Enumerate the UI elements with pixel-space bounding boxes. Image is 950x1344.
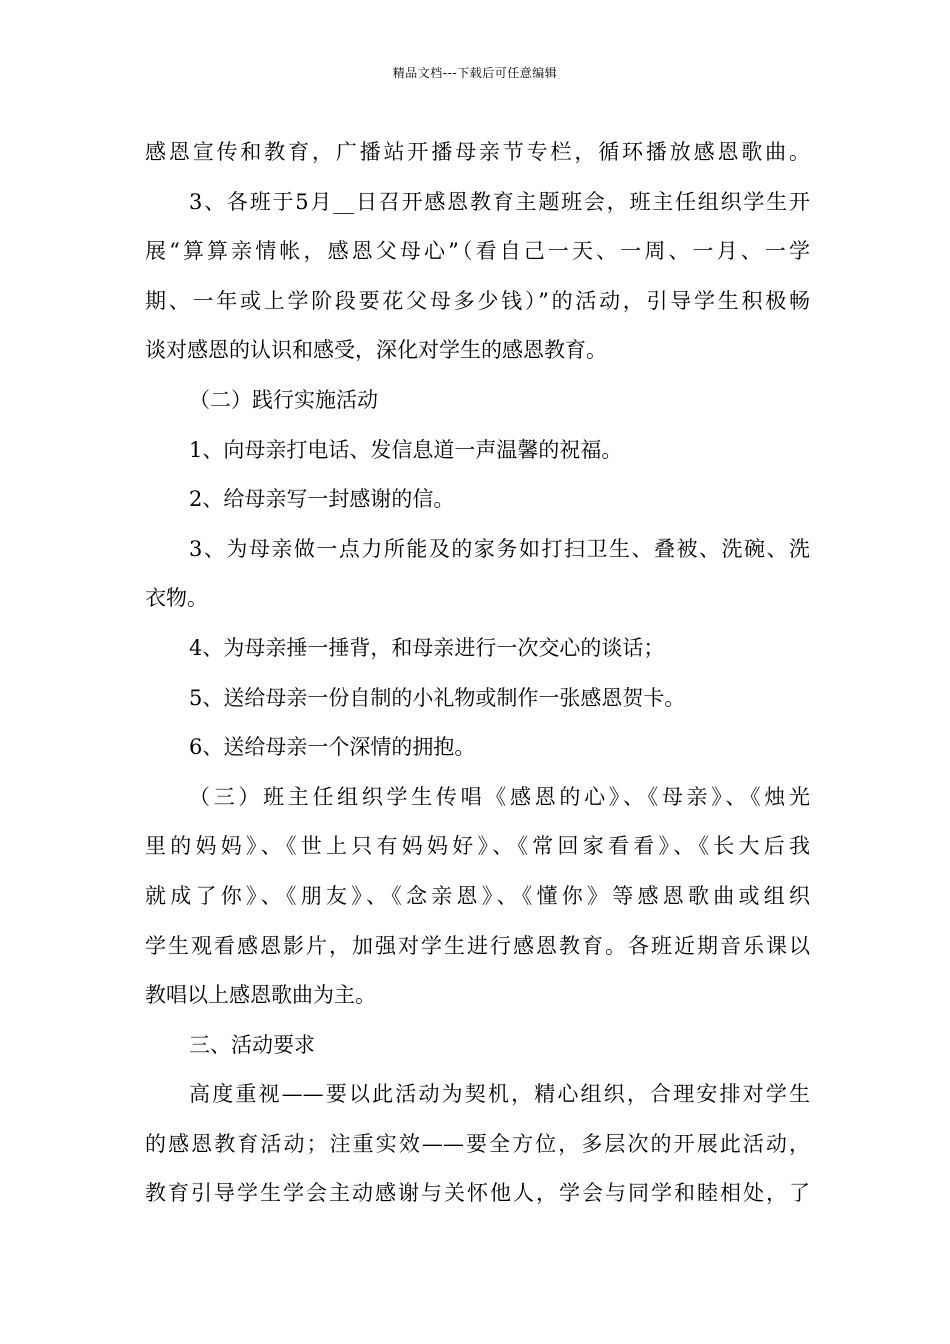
document-body bbox=[145, 128, 810, 1219]
page-header: 精品文档---下载后可任意编辑 bbox=[392, 66, 558, 80]
text-line: 谈对感恩的认识和感受，深化对学生的感恩教育。 bbox=[145, 338, 607, 363]
text-line: 高度重视——要以此活动为契机，精心组织，合理安排对学生 bbox=[189, 1082, 810, 1107]
section-heading: （三）班主任组织学生传唱《感恩的心》、《母亲》、《烛光 bbox=[189, 784, 810, 809]
text-line: 里的妈妈》、《世上只有妈妈好》、《常回家看看》、《长大后我 bbox=[145, 834, 810, 859]
text-line: 展“算算亲情帐，感恩父母心”（看自己一天、一周、一月、一学 bbox=[145, 239, 810, 264]
section-heading: 三、活动要求 bbox=[189, 1032, 315, 1057]
text-line: 3、各班于5月__日召开感恩教育主题班会，班主任组织学生开 bbox=[189, 189, 810, 214]
text-line: 教育引导学生学会主动感谢与关怀他人，学会与同学和睦相处，了 bbox=[145, 1181, 810, 1206]
list-item: 1、向母亲打电话、发信息道一声温馨的祝福。 bbox=[189, 437, 623, 462]
list-item: 6、送给母亲一个深情的拥抱。 bbox=[189, 735, 476, 760]
text-line: 的感恩教育活动；注重实效——要全方位，多层次的开展此活动， bbox=[145, 1131, 810, 1156]
section-heading: （二）践行实施活动 bbox=[189, 387, 378, 412]
list-item: 5、送给母亲一份自制的小礼物或制作一张感恩贺卡。 bbox=[189, 685, 686, 710]
list-item: 3、为母亲做一点力所能及的家务如打扫卫生、叠被、洗碗、洗 bbox=[189, 536, 810, 561]
list-item: 2、给母亲写一封感谢的信。 bbox=[189, 487, 455, 512]
text-line: 就成了你》、《朋友》、《念亲恩》、《懂你》等感恩歌曲或组织 bbox=[145, 883, 810, 908]
text-line: 期、一年或上学阶段要花父母多少钱）”的活动，引导学生积极畅 bbox=[145, 288, 810, 313]
list-item: 4、为母亲捶一捶背，和母亲进行一次交心的谈话； bbox=[189, 635, 665, 660]
text-line: 学生观看感恩影片，加强对学生进行感恩教育。各班近期音乐课以 bbox=[145, 933, 810, 958]
text-line: 教唱以上感恩歌曲为主。 bbox=[145, 983, 376, 1008]
text-line: 衣物。 bbox=[145, 586, 208, 611]
text-line: 感恩宣传和教育，广播站开播母亲节专栏，循环播放感恩歌曲。 bbox=[145, 140, 810, 164]
